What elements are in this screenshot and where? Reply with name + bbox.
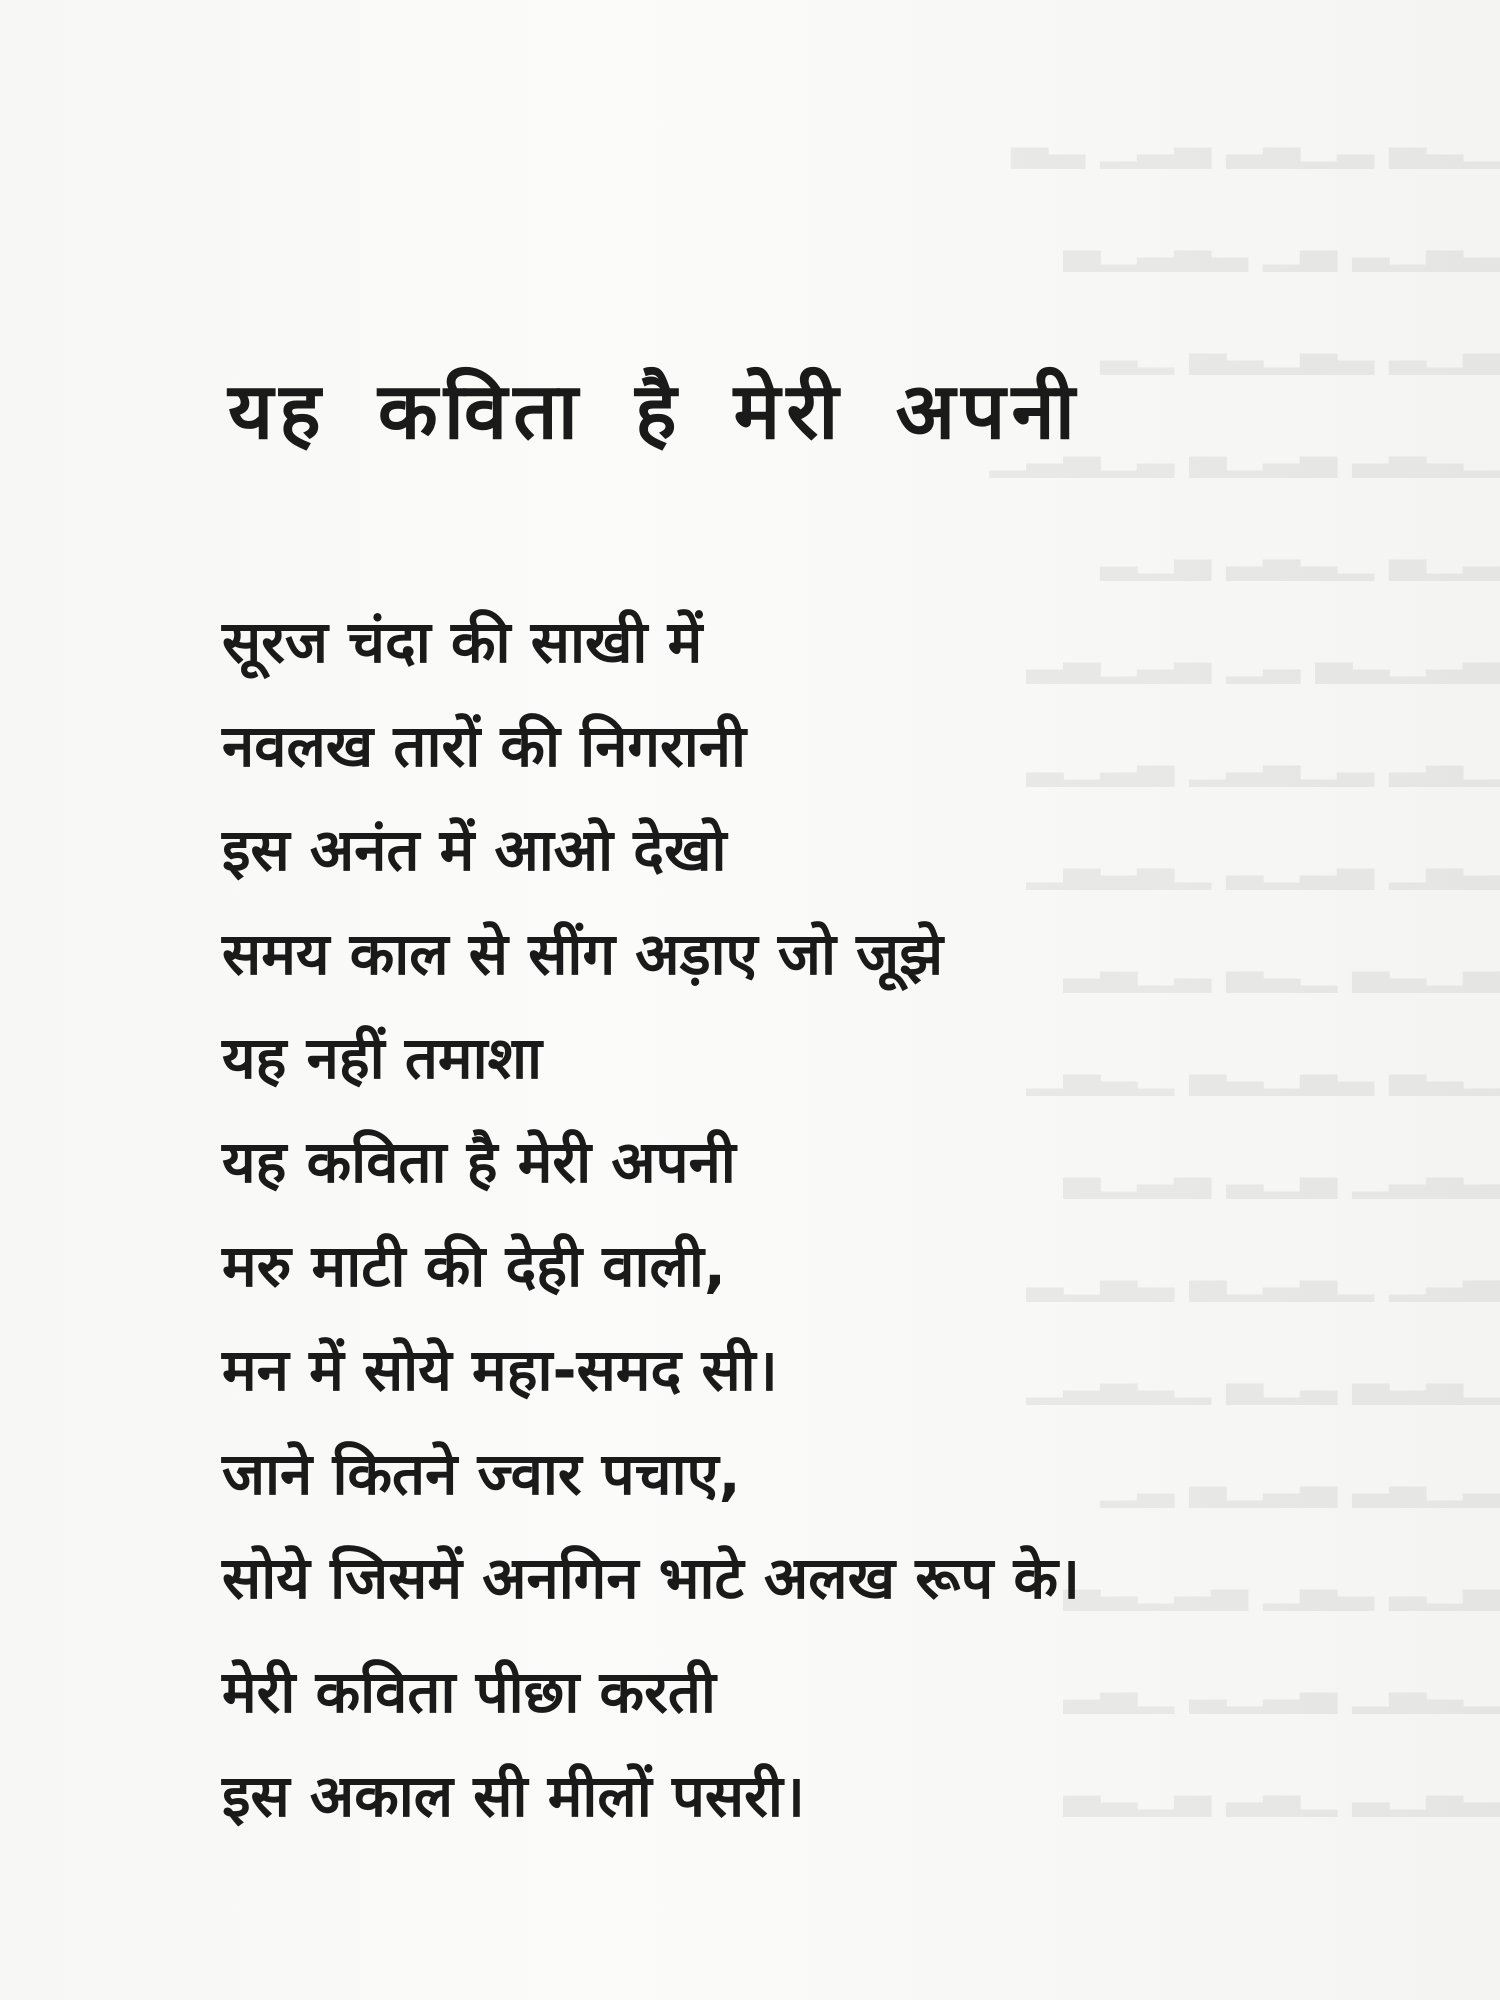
reverse-side-show-through: ▁▂▃ ▂▁▃▂ ▃▂▁ ▂▃ ▂▃▁▂ ▃▁ ▂▃▂▁▃ ▃▁▂ ▂▃▁▂▃ ▁▂ ▁▂▃▂ ▃▂▁▃ ▂▁▃▂▁ ▂▁▃ ▁▂▃▂ ▃▁▂ ▃▂▁▂▃ ▂▁ ▃▂▁▃▂ ▁▃▂ ▂▁▃▂▁ ▃▂▁▂ ▂▃▁ ▃▂▁▂ ▁▃▂▃▁ ▃▁▂▃ ▁▂▃ ▂▁▃▂ ▁▂▃ ▂▃▁▂▃ ▁▂▃▁ ▂▃▂▁ ▃▁▂ ▃▂▁▃ ▃▂▁ ▁▃▂▁▃ ▂▃▁▂ ▁▃▂▃ ▂▁▃ ▁▂▃▂▁ ▂▁▃▂ ▃▂▁▃ ▂▁ ▃▁▂ ▂▃▁ ▃▂▁▂▃ ▁▂▃▁ ▃▂▁▂ ▁▃▂ ▂▃▁▂ ▁▃▂ ▃▁▂▃	[989, 113, 1500, 1817]
poem-title: यह कविता है मेरी अपनी	[228, 367, 1081, 457]
poem-body	[222, 590, 1080, 1848]
poem-line: मरु माटी की देही वाली,	[222, 1232, 726, 1300]
poem-line: समय काल से सींग अड़ाए जो जूझे	[222, 920, 944, 988]
poem-line: इस अनंत में आओ देखो	[222, 816, 727, 884]
poem-line: यह कविता है मेरी अपनी	[222, 1128, 736, 1196]
poem-line: इस अकाल सी मीलों पसरी।	[222, 1762, 805, 1830]
poem-line: सूरज चंदा की साखी में	[222, 608, 703, 676]
poem-line: मन में सोये महा-समद सी।	[222, 1336, 778, 1404]
poem-line: नवलख तारों की निगरानी	[222, 712, 746, 780]
poem-line: यह नहीं तमाशा	[222, 1024, 543, 1092]
poem-line: मेरी कविता पीछा करती	[222, 1658, 716, 1726]
poem-line: जाने कितने ज्वार पचाए,	[222, 1440, 741, 1508]
poem-line: सोये जिसमें अनगिन भाटे अलख रूप के।	[222, 1544, 1080, 1612]
